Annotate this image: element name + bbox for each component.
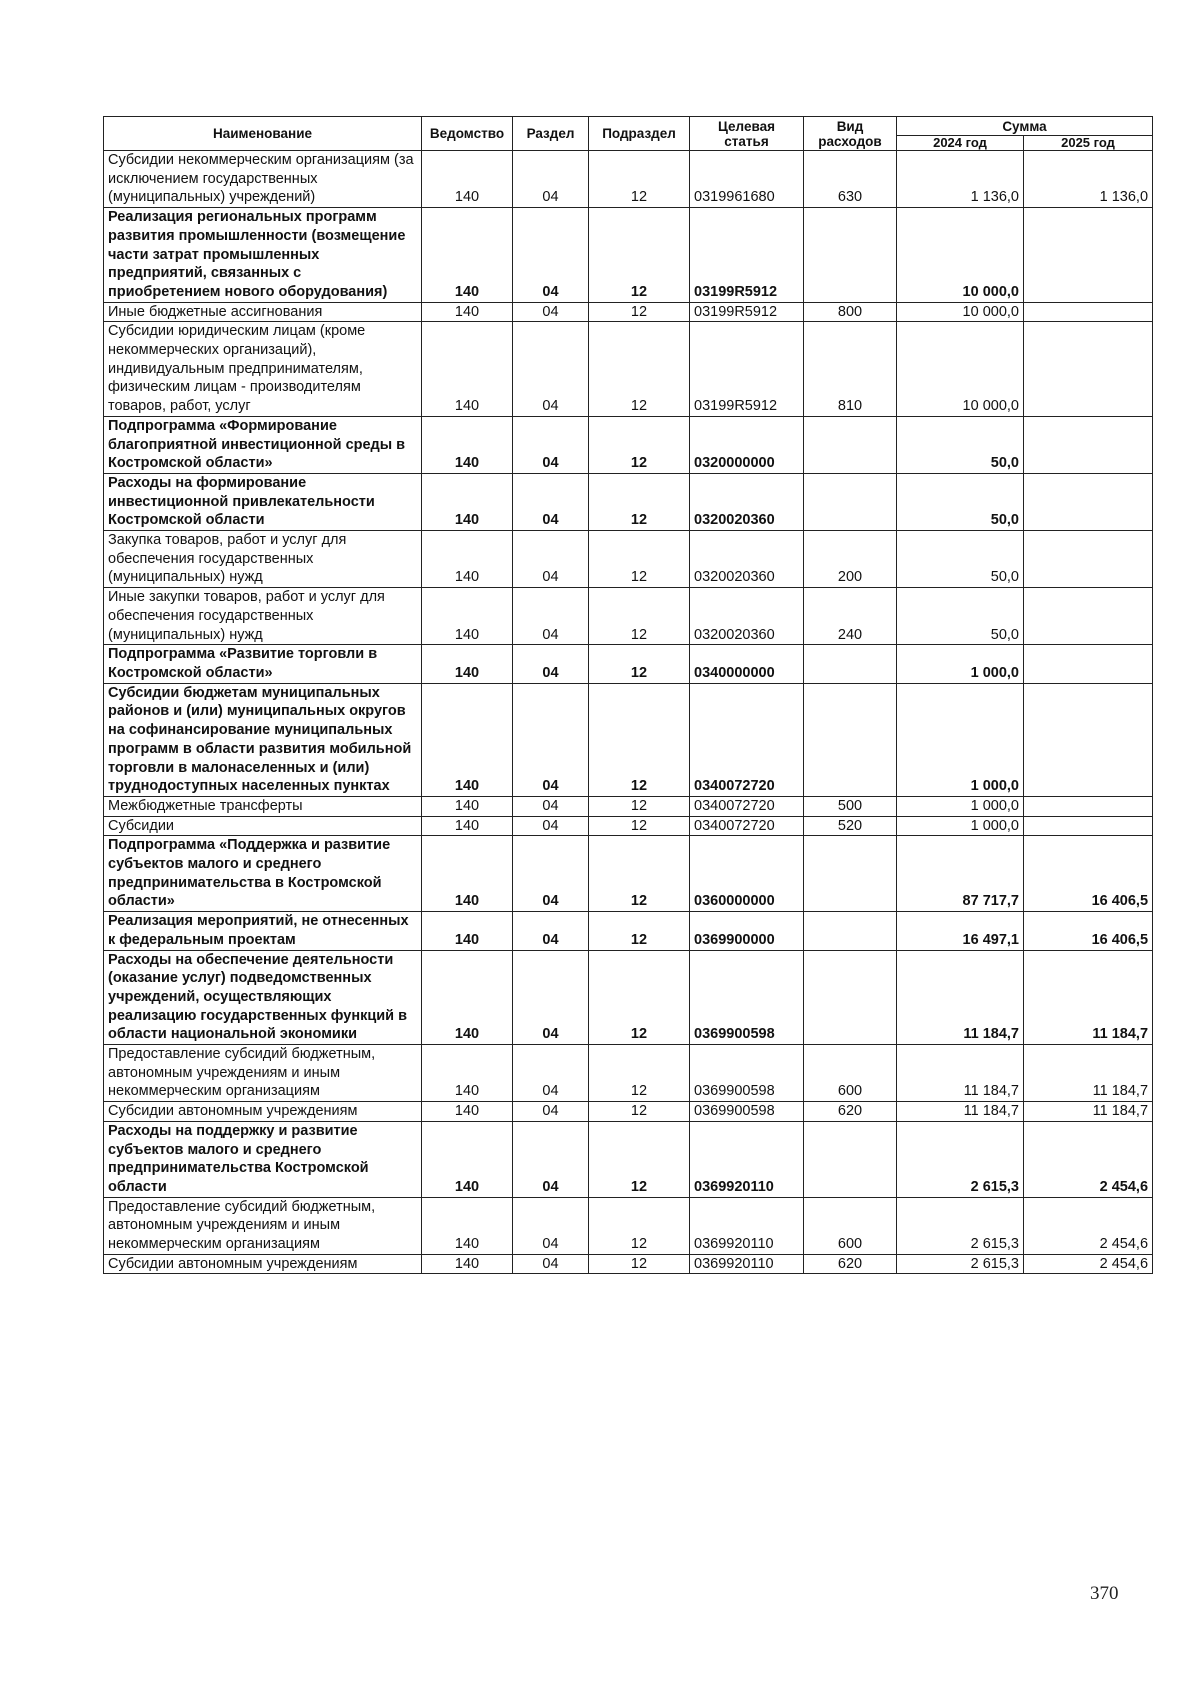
cell-dept: 140 (422, 912, 513, 950)
cell-sum-2025: 16 406,5 (1024, 836, 1153, 912)
cell-target: 0340072720 (690, 816, 804, 836)
cell-section: 04 (513, 1254, 589, 1274)
cell-subsection: 12 (589, 912, 690, 950)
cell-sum-2024: 1 000,0 (897, 796, 1024, 816)
cell-target: 0320020360 (690, 588, 804, 645)
cell-dept: 140 (422, 950, 513, 1045)
cell-subsection: 12 (589, 473, 690, 530)
cell-sum-2024: 2 615,3 (897, 1197, 1024, 1254)
cell-subsection: 12 (589, 151, 690, 208)
cell-kind (804, 950, 897, 1045)
cell-name: Реализация мероприятий, не отнесенных к федеральным проектам (104, 912, 422, 950)
table-row (104, 683, 1153, 796)
table-row (104, 1121, 1153, 1197)
cell-sum-2024: 1 000,0 (897, 816, 1024, 836)
cell-section: 04 (513, 1102, 589, 1122)
cell-sum-2025: 2 454,6 (1024, 1121, 1153, 1197)
cell-subsection: 12 (589, 1197, 690, 1254)
cell-section: 04 (513, 588, 589, 645)
cell-section: 04 (513, 816, 589, 836)
cell-name: Подпрограмма «Поддержка и развитие субъектов малого и среднего предпринимательства в Костромской области» (104, 836, 422, 912)
cell-subsection: 12 (589, 416, 690, 473)
cell-subsection: 12 (589, 1045, 690, 1102)
cell-sum-2024: 2 615,3 (897, 1254, 1024, 1274)
cell-subsection: 12 (589, 816, 690, 836)
cell-kind: 810 (804, 322, 897, 417)
cell-sum-2024: 16 497,1 (897, 912, 1024, 950)
cell-kind (804, 208, 897, 303)
cell-kind: 630 (804, 151, 897, 208)
cell-target: 03199R5912 (690, 302, 804, 322)
cell-subsection: 12 (589, 1102, 690, 1122)
cell-dept: 140 (422, 1102, 513, 1122)
cell-target: 0319961680 (690, 151, 804, 208)
table-row (104, 1254, 1153, 1274)
cell-section: 04 (513, 912, 589, 950)
cell-name: Субсидии (104, 816, 422, 836)
cell-subsection: 12 (589, 588, 690, 645)
cell-kind (804, 473, 897, 530)
cell-kind: 620 (804, 1254, 897, 1274)
header-subsection: Подраздел (589, 117, 690, 151)
header-target: Целевая статья (690, 117, 804, 151)
cell-section: 04 (513, 836, 589, 912)
cell-kind (804, 683, 897, 796)
cell-kind: 520 (804, 816, 897, 836)
cell-sum-2025: 1 136,0 (1024, 151, 1153, 208)
cell-name: Реализация региональных программ развития промышленности (возмещение части затрат промышленных предприятий, связанных с приобретением нового оборудования) (104, 208, 422, 303)
table-row (104, 151, 1153, 208)
cell-section: 04 (513, 683, 589, 796)
table-row (104, 588, 1153, 645)
cell-target: 0369900598 (690, 1102, 804, 1122)
cell-name: Предоставление субсидий бюджетным, автономным учреждениям и иным некоммерческим организациям (104, 1197, 422, 1254)
cell-subsection: 12 (589, 645, 690, 683)
header-dept: Ведомство (422, 117, 513, 151)
cell-sum-2024: 10 000,0 (897, 302, 1024, 322)
cell-sum-2024: 10 000,0 (897, 322, 1024, 417)
cell-kind: 800 (804, 302, 897, 322)
cell-sum-2025 (1024, 416, 1153, 473)
cell-section: 04 (513, 1197, 589, 1254)
cell-name: Расходы на формирование инвестиционной привлекательности Костромской области (104, 473, 422, 530)
cell-kind: 600 (804, 1197, 897, 1254)
cell-sum-2024: 1 000,0 (897, 645, 1024, 683)
table-row (104, 1045, 1153, 1102)
table-row (104, 208, 1153, 303)
cell-section: 04 (513, 645, 589, 683)
cell-kind (804, 416, 897, 473)
table-row (104, 302, 1153, 322)
cell-section: 04 (513, 302, 589, 322)
table-body (104, 151, 1153, 1274)
cell-sum-2024: 87 717,7 (897, 836, 1024, 912)
cell-sum-2025: 16 406,5 (1024, 912, 1153, 950)
header-name: Наименование (104, 117, 422, 151)
cell-dept: 140 (422, 473, 513, 530)
cell-dept: 140 (422, 1197, 513, 1254)
cell-dept: 140 (422, 151, 513, 208)
cell-name: Подпрограмма «Развитие торговли в Костромской области» (104, 645, 422, 683)
cell-subsection: 12 (589, 208, 690, 303)
cell-sum-2024: 2 615,3 (897, 1121, 1024, 1197)
cell-dept: 140 (422, 796, 513, 816)
page-number: 370 (1090, 1583, 1119, 1604)
cell-name: Расходы на обеспечение деятельности (оказание услуг) подведомственных учреждений, осуществляющих реализацию государственных функций в области национальной экономики (104, 950, 422, 1045)
cell-kind: 620 (804, 1102, 897, 1122)
cell-sum-2025 (1024, 473, 1153, 530)
cell-name: Иные закупки товаров, работ и услуг для обеспечения государственных (муниципальных) нужд (104, 588, 422, 645)
cell-sum-2024: 1 000,0 (897, 683, 1024, 796)
cell-subsection: 12 (589, 796, 690, 816)
cell-kind: 200 (804, 531, 897, 588)
cell-section: 04 (513, 531, 589, 588)
cell-name: Субсидии некоммерческим организациям (за исключением государственных (муниципальных) учреждений) (104, 151, 422, 208)
cell-subsection: 12 (589, 1121, 690, 1197)
cell-subsection: 12 (589, 836, 690, 912)
cell-target: 0369900598 (690, 1045, 804, 1102)
table-row (104, 322, 1153, 417)
cell-sum-2024: 11 184,7 (897, 1045, 1024, 1102)
table-row (104, 531, 1153, 588)
table-row (104, 912, 1153, 950)
cell-section: 04 (513, 416, 589, 473)
cell-name: Иные бюджетные ассигнования (104, 302, 422, 322)
cell-target: 0369900000 (690, 912, 804, 950)
cell-sum-2025 (1024, 588, 1153, 645)
cell-dept: 140 (422, 683, 513, 796)
header-year-2024: 2024 год (897, 136, 1024, 151)
cell-name: Закупка товаров, работ и услуг для обеспечения государственных (муниципальных) нужд (104, 531, 422, 588)
cell-dept: 140 (422, 836, 513, 912)
cell-sum-2025: 2 454,6 (1024, 1254, 1153, 1274)
table-row (104, 836, 1153, 912)
cell-section: 04 (513, 1045, 589, 1102)
cell-sum-2025: 2 454,6 (1024, 1197, 1153, 1254)
cell-name: Субсидии автономным учреждениям (104, 1254, 422, 1274)
cell-sum-2024: 1 136,0 (897, 151, 1024, 208)
cell-sum-2025 (1024, 683, 1153, 796)
cell-dept: 140 (422, 302, 513, 322)
table-row (104, 416, 1153, 473)
table-row (104, 473, 1153, 530)
cell-kind (804, 912, 897, 950)
cell-name: Подпрограмма «Формирование благоприятной инвестиционной среды в Костромской области» (104, 416, 422, 473)
table-row (104, 645, 1153, 683)
cell-sum-2025 (1024, 796, 1153, 816)
cell-target: 0369900598 (690, 950, 804, 1045)
cell-target: 03199R5912 (690, 322, 804, 417)
cell-name: Субсидии бюджетам муниципальных районов и (или) муниципальных округов на софинансирование муниципальных программ в области развития мобильной торговли в малонаселенных и (или) труднодоступных населенных пунктах (104, 683, 422, 796)
cell-target: 0320020360 (690, 473, 804, 530)
cell-name: Субсидии юридическим лицам (кроме некоммерческих организаций), индивидуальным предпринимателям, физическим лицам - производителям товаров, работ, услуг (104, 322, 422, 417)
cell-section: 04 (513, 473, 589, 530)
cell-sum-2025 (1024, 322, 1153, 417)
cell-subsection: 12 (589, 531, 690, 588)
cell-name: Межбюджетные трансферты (104, 796, 422, 816)
cell-subsection: 12 (589, 1254, 690, 1274)
cell-kind: 500 (804, 796, 897, 816)
cell-target: 0369920110 (690, 1254, 804, 1274)
cell-section: 04 (513, 151, 589, 208)
cell-target: 0360000000 (690, 836, 804, 912)
cell-target: 0369920110 (690, 1197, 804, 1254)
cell-sum-2025: 11 184,7 (1024, 1102, 1153, 1122)
cell-section: 04 (513, 1121, 589, 1197)
cell-subsection: 12 (589, 683, 690, 796)
header-section: Раздел (513, 117, 589, 151)
cell-target: 0340000000 (690, 645, 804, 683)
cell-target: 03199R5912 (690, 208, 804, 303)
cell-target: 0320000000 (690, 416, 804, 473)
cell-sum-2025: 11 184,7 (1024, 1045, 1153, 1102)
cell-sum-2024: 50,0 (897, 531, 1024, 588)
cell-dept: 140 (422, 645, 513, 683)
budget-table (103, 116, 1153, 1274)
cell-sum-2025 (1024, 531, 1153, 588)
cell-section: 04 (513, 208, 589, 303)
cell-section: 04 (513, 796, 589, 816)
cell-target: 0340072720 (690, 683, 804, 796)
cell-target: 0320020360 (690, 531, 804, 588)
cell-sum-2024: 50,0 (897, 473, 1024, 530)
cell-kind: 240 (804, 588, 897, 645)
cell-section: 04 (513, 322, 589, 417)
cell-sum-2024: 11 184,7 (897, 1102, 1024, 1122)
cell-dept: 140 (422, 1045, 513, 1102)
cell-dept: 140 (422, 531, 513, 588)
cell-target: 0340072720 (690, 796, 804, 816)
cell-dept: 140 (422, 208, 513, 303)
cell-dept: 140 (422, 416, 513, 473)
cell-name: Предоставление субсидий бюджетным, автономным учреждениям и иным некоммерческим организациям (104, 1045, 422, 1102)
table-row (104, 816, 1153, 836)
cell-sum-2025: 11 184,7 (1024, 950, 1153, 1045)
cell-sum-2025 (1024, 816, 1153, 836)
cell-section: 04 (513, 950, 589, 1045)
cell-sum-2025 (1024, 208, 1153, 303)
cell-sum-2025 (1024, 302, 1153, 322)
cell-sum-2024: 50,0 (897, 416, 1024, 473)
cell-subsection: 12 (589, 950, 690, 1045)
cell-name: Субсидии автономным учреждениям (104, 1102, 422, 1122)
header-kind: Вид расходов (804, 117, 897, 151)
cell-subsection: 12 (589, 302, 690, 322)
cell-sum-2024: 11 184,7 (897, 950, 1024, 1045)
table-row (104, 1102, 1153, 1122)
table-row (104, 796, 1153, 816)
cell-sum-2024: 50,0 (897, 588, 1024, 645)
header-sum: Сумма (897, 117, 1153, 136)
cell-kind (804, 836, 897, 912)
cell-dept: 140 (422, 588, 513, 645)
header-year-2025: 2025 год (1024, 136, 1153, 151)
table-row (104, 1197, 1153, 1254)
cell-name: Расходы на поддержку и развитие субъектов малого и среднего предпринимательства Костромской области (104, 1121, 422, 1197)
cell-target: 0369920110 (690, 1121, 804, 1197)
cell-dept: 140 (422, 1254, 513, 1274)
cell-kind: 600 (804, 1045, 897, 1102)
cell-kind (804, 645, 897, 683)
cell-subsection: 12 (589, 322, 690, 417)
cell-dept: 140 (422, 816, 513, 836)
cell-dept: 140 (422, 322, 513, 417)
cell-sum-2025 (1024, 645, 1153, 683)
cell-sum-2024: 10 000,0 (897, 208, 1024, 303)
cell-kind (804, 1121, 897, 1197)
table-row (104, 950, 1153, 1045)
table-header (104, 117, 1153, 151)
cell-dept: 140 (422, 1121, 513, 1197)
